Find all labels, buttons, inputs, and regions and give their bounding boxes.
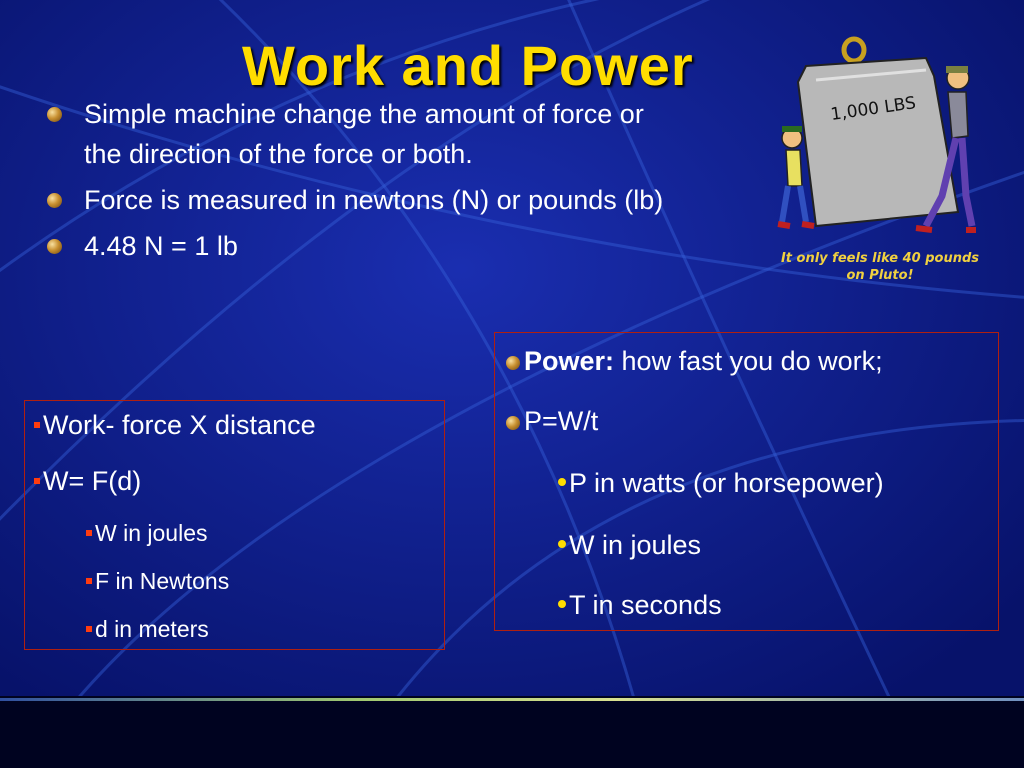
bullet-ball-icon	[47, 193, 62, 208]
bullet-ball-icon	[506, 356, 520, 370]
bullet-list	[44, 94, 684, 272]
bullet-item	[44, 180, 684, 220]
square-bullet-icon	[34, 478, 40, 484]
weight-label: 1,000 LBS	[829, 93, 918, 125]
square-bullet-icon	[86, 578, 92, 584]
bullet-item	[44, 226, 684, 266]
work-line-2: W= F(d)	[34, 464, 141, 498]
work-sub-3: d in meters	[86, 614, 209, 644]
clipart-caption: It only feels like 40 pounds on Pluto!	[780, 251, 980, 283]
power-sub-2: W in joules	[558, 528, 701, 562]
weight-clipart	[776, 36, 976, 248]
square-bullet-icon	[86, 626, 92, 632]
footer-divider	[0, 698, 1024, 701]
bullet-ball-icon	[47, 107, 62, 122]
footer-band	[0, 696, 1024, 768]
work-sub-1: W in joules	[86, 518, 207, 548]
bullet-text: 4.48 N = 1 lb	[84, 231, 238, 261]
bullet-item	[44, 94, 684, 174]
bullet-text: Force is measured in newtons (N) or pounds (lb)	[84, 185, 664, 215]
power-sub-1: P in watts (or horsepower)	[558, 466, 884, 500]
power-sub-3: T in seconds	[558, 588, 722, 622]
dot-bullet-icon	[558, 478, 566, 486]
dot-bullet-icon	[558, 540, 566, 548]
bullet-text: Simple machine change the amount of force or the direction of the force or both.	[84, 99, 644, 169]
square-bullet-icon	[34, 422, 40, 428]
work-line-1: Work- force X distance	[34, 408, 316, 442]
square-bullet-icon	[86, 530, 92, 536]
power-line-1: Power: how fast you do work;	[506, 344, 883, 378]
bullet-ball-icon	[47, 239, 62, 254]
bullet-ball-icon	[506, 416, 520, 430]
power-line-2: P=W/t	[506, 404, 598, 438]
dot-bullet-icon	[558, 600, 566, 608]
work-sub-2: F in Newtons	[86, 566, 229, 596]
slide-title: Work and Power	[242, 34, 694, 97]
